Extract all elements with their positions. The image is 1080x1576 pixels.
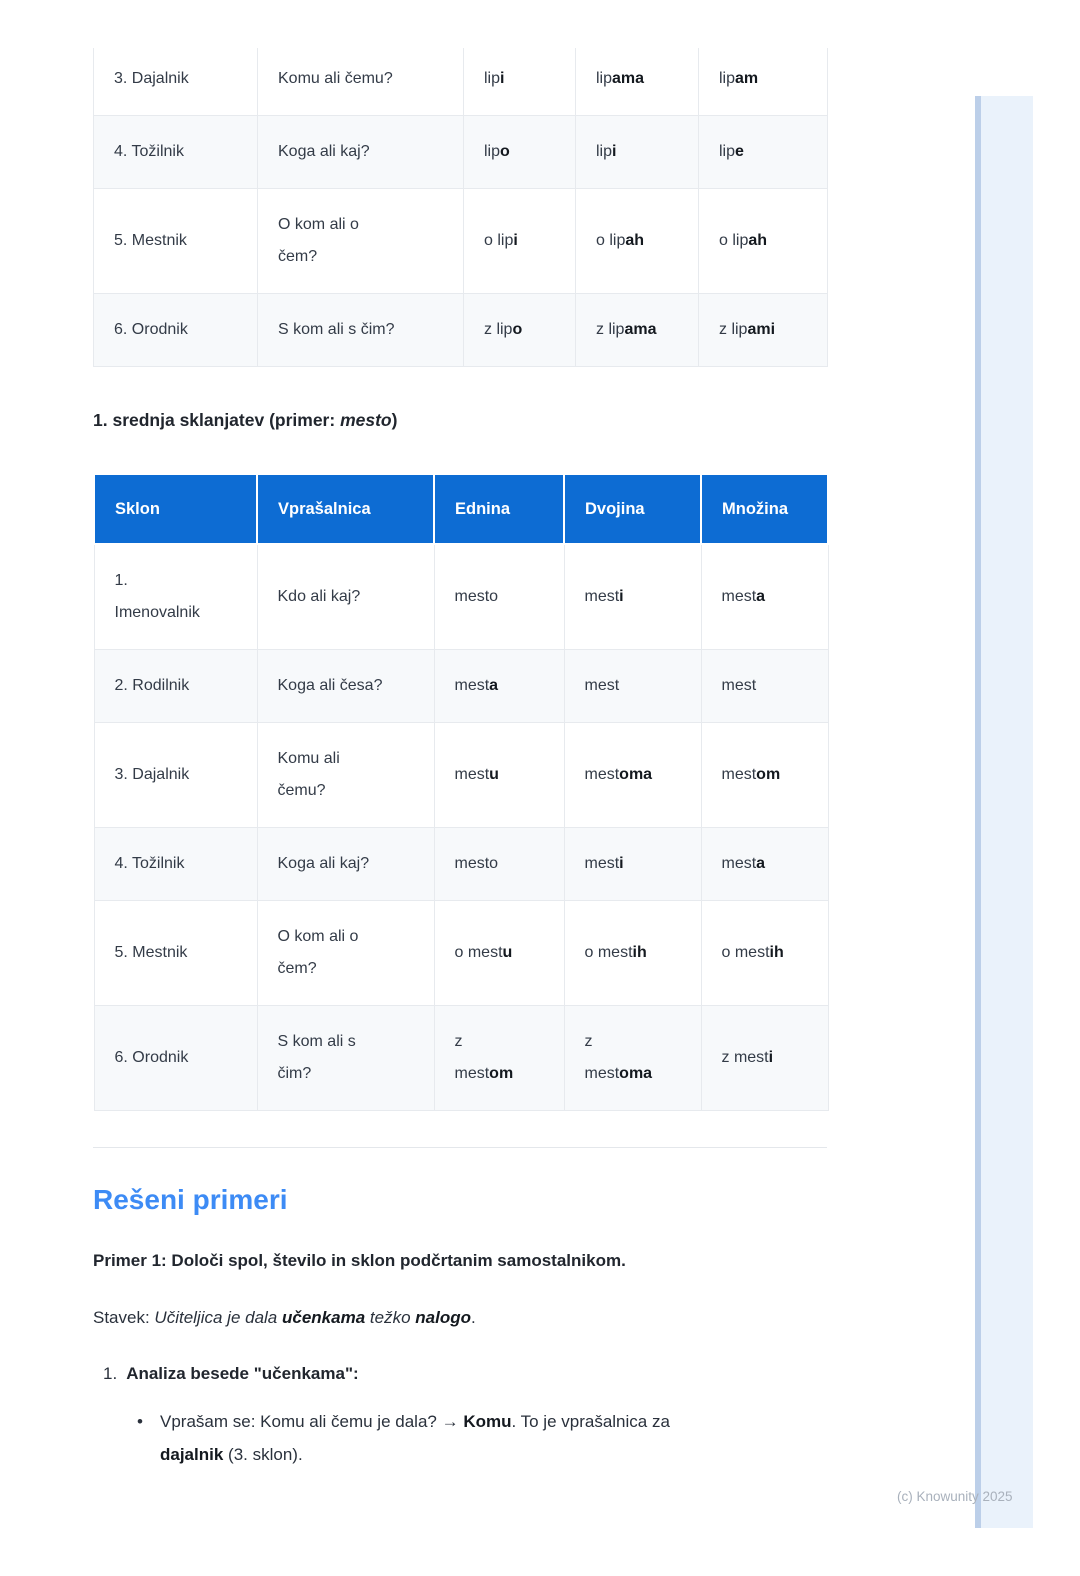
table-cell: 6. Orodnik [94, 294, 258, 367]
column-header: Sklon [94, 474, 257, 544]
solved-examples-heading: Rešeni primeri [93, 1184, 288, 1215]
table-cell: z lipo [464, 294, 576, 367]
table-cell: mesti [564, 544, 701, 650]
column-header: Dvojina [564, 474, 701, 544]
table-row [94, 901, 828, 1006]
analysis-step-item [93, 1362, 827, 1471]
example-sentence: Stavek: Učiteljica je dala učenkama težko nalogo. [93, 1308, 476, 1327]
table-cell: o lipi [464, 189, 576, 294]
table-cell: lipam [699, 48, 828, 116]
table-cell: mest [701, 650, 828, 723]
table-row [94, 650, 828, 723]
table-row [94, 828, 828, 901]
table-cell: 2. Rodilnik [94, 650, 257, 723]
table-cell: mesto [434, 828, 564, 901]
table-cell: Koga ali kaj? [258, 116, 464, 189]
section-heading: 1. srednja sklanjatev (primer: mesto) [93, 410, 398, 430]
column-header: Ednina [434, 474, 564, 544]
table-cell: mesta [701, 544, 828, 650]
table-cell: lipi [576, 116, 699, 189]
column-header: Vprašalnica [257, 474, 434, 544]
table-row [94, 294, 828, 367]
table-cell: Komu ali čemu? [257, 723, 434, 828]
bullet-marker-icon: • [137, 1412, 143, 1431]
table-cell: 1. Imenovalnik [94, 544, 257, 650]
bullet-item [103, 1405, 827, 1471]
copyright-watermark: (c) Knowunity 2025 [897, 1489, 1013, 1504]
table-cell: lipama [576, 48, 699, 116]
table-cell: Koga ali česa? [257, 650, 434, 723]
table-cell: 4. Tožilnik [94, 828, 257, 901]
table-cell: 5. Mestnik [94, 901, 257, 1006]
table-cell: o lipah [576, 189, 699, 294]
table-cell: 4. Tožilnik [94, 116, 258, 189]
mesto-declension-table [93, 473, 829, 1111]
table-cell: Komu ali čemu? [258, 48, 464, 116]
table-cell: o mestih [701, 901, 828, 1006]
table-cell: mesto [434, 544, 564, 650]
table-row [94, 544, 828, 650]
table-row [94, 116, 828, 189]
table-cell: Kdo ali kaj? [257, 544, 434, 650]
table-cell: 5. Mestnik [94, 189, 258, 294]
table-cell: mestom [701, 723, 828, 828]
table-cell: o lipah [699, 189, 828, 294]
table-cell: O kom ali o čem? [258, 189, 464, 294]
table-cell: o mestih [564, 901, 701, 1006]
bullet-text: Vprašam se: Komu ali čemu je dala? → Komu. To je vprašalnica za dajalnik (3. sklon). [160, 1412, 670, 1464]
table-cell: O kom ali o čem? [257, 901, 434, 1006]
table-cell: mestoma [564, 723, 701, 828]
page-edge-strip [975, 96, 1033, 1528]
example-1-title: Primer 1: Določi spol, število in sklon podčrtanim samostalnikom. [93, 1251, 626, 1270]
table-cell: mesti [564, 828, 701, 901]
document-page [0, 48, 1080, 1576]
table-cell: z mestoma [564, 1006, 701, 1111]
column-header: Množina [701, 474, 828, 544]
table-cell: 3. Dajalnik [94, 48, 258, 116]
step-title: Analiza besede "učenkama": [126, 1364, 359, 1383]
document-content [93, 48, 827, 1471]
table-cell: mesta [434, 650, 564, 723]
table-cell: z mesti [701, 1006, 828, 1111]
table-cell: mesta [701, 828, 828, 901]
table-cell: z lipama [576, 294, 699, 367]
table-cell: S kom ali s čim? [257, 1006, 434, 1111]
table-cell: lipi [464, 48, 576, 116]
lipa-declension-table [93, 48, 828, 367]
table-row [94, 723, 828, 828]
table-row [94, 1006, 828, 1111]
table-row [94, 48, 828, 116]
table-cell: Koga ali kaj? [257, 828, 434, 901]
table-cell: 3. Dajalnik [94, 723, 257, 828]
step-number: 1. [103, 1364, 118, 1383]
table-cell: S kom ali s čim? [258, 294, 464, 367]
table-cell: lipo [464, 116, 576, 189]
table-cell: lipe [699, 116, 828, 189]
table-cell: mest [564, 650, 701, 723]
table-cell: mestu [434, 723, 564, 828]
section-divider [93, 1147, 827, 1148]
table-cell: z lipami [699, 294, 828, 367]
table-cell: z mestom [434, 1006, 564, 1111]
table-cell: 6. Orodnik [94, 1006, 257, 1111]
table-row [94, 189, 828, 294]
header-row [94, 474, 828, 544]
table-cell: o mestu [434, 901, 564, 1006]
